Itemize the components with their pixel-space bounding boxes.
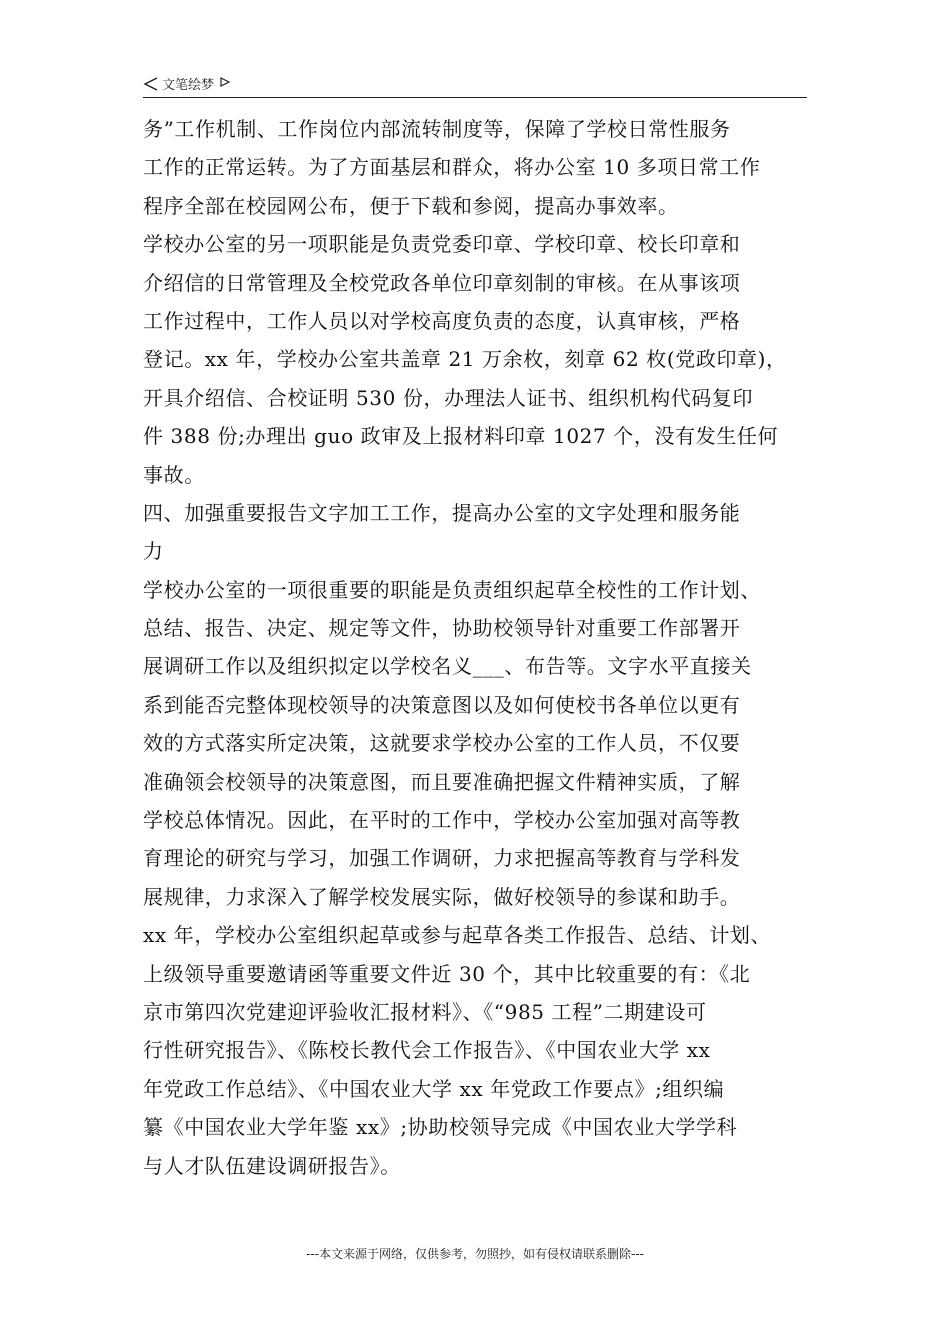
- text-line: 京市第四次党建迎评验收汇报材料》、《“985 工程”二期建设可: [143, 999, 707, 1024]
- text-line: 学校办公室的一项很重要的职能是负责组织起草全校性的工作计划、: [143, 577, 761, 602]
- text-line: 上级领导重要邀请函等重要文件近 30 个，其中比较重要的有：《北: [143, 961, 751, 986]
- section-heading-line: 力: [143, 539, 164, 564]
- text-line: 准确领会校领导的决策意图，而且要准确把握文件精神实质，了解: [143, 769, 741, 794]
- text-line: 介绍信的日常管理及全校党政各单位印章刻制的审核。在从事该项: [143, 270, 741, 295]
- text-line: 务”工作机制、工作岗位内部流转制度等，保障了学校日常性服务: [143, 117, 731, 141]
- text-line: 系到能否完整体现校领导的决策意图以及如何使校书各单位以更有: [143, 692, 741, 717]
- text-line: 工作的正常运转。为了方面基层和群众，将办公室 10 多项日常工作: [143, 155, 761, 180]
- text-line: 登记。xx 年，学校办公室共盖章 21 万余枚，刻章 62 枚(党政印章)，: [143, 347, 787, 372]
- text-line: 育理论的研究与学习，加强工作调研，力求把握高等教育与学科发: [143, 846, 741, 871]
- brand-logo: [143, 74, 230, 93]
- text-line: 年党政工作总结》、《中国农业大学 xx 年党政工作要点》;组织编: [143, 1076, 725, 1101]
- text-line: 效的方式落实所定决策，这就要求学校办公室的工作人员，不仅要: [143, 731, 741, 756]
- section-heading-line: 四、加强重要报告文字加工工作，提高办公室的文字处理和服务能: [143, 500, 741, 525]
- text-line: 纂《中国农业大学年鉴 xx》;协助校领导完成《中国农业大学学科: [143, 1115, 738, 1140]
- text-line: 行性研究报告》、《陈校长教代会工作报告》、《中国农业大学 xx: [143, 1038, 711, 1063]
- text-line: 件 388 份;办理出 guo 政审及上报材料印章 1027 个，没有发生任何: [143, 424, 779, 449]
- text-line: 展调研工作以及组织拟定以学校名义___、布告等。文字水平直接关: [143, 654, 752, 679]
- text-line: 与人才队伍建设调研报告》。: [143, 1153, 401, 1178]
- text-line: 开具介绍信、合校证明 530 份，办理法人证书、组织机构代码复印: [143, 385, 754, 410]
- left-triangle-icon: [143, 76, 159, 92]
- text-line: 学校总体情况。因此，在平时的工作中，学校办公室加强对高等教: [143, 808, 741, 833]
- right-triangle-icon: [220, 77, 230, 87]
- body-text: [143, 110, 813, 1185]
- text-line: 事故。: [143, 462, 205, 487]
- text-line: 学校办公室的另一项职能是负责党委印章、学校印章、校长印章和: [143, 232, 741, 257]
- footer-notice: ---本文来源于网络，仅供参考，勿照抄，如有侵权请联系删除---: [306, 1247, 644, 1261]
- text-line: 总结、报告、决定、规定等文件，协助校领导针对重要工作部署开: [143, 616, 741, 641]
- text-line: 程序全部在校园网公布，便于下载和参阅，提高办事效率。: [143, 193, 679, 218]
- text-line: xx 年，学校办公室组织起草或参与起草各类工作报告、总结、计划、: [143, 923, 772, 948]
- brand-name: 文笔绘梦: [162, 78, 215, 93]
- text-line: 工作过程中，工作人员以对学校高度负责的态度，认真审核，严格: [143, 308, 741, 333]
- page-header: [143, 72, 807, 98]
- text-line: 展规律，力求深入了解学校发展实际，做好校领导的参谋和助手。: [143, 884, 741, 909]
